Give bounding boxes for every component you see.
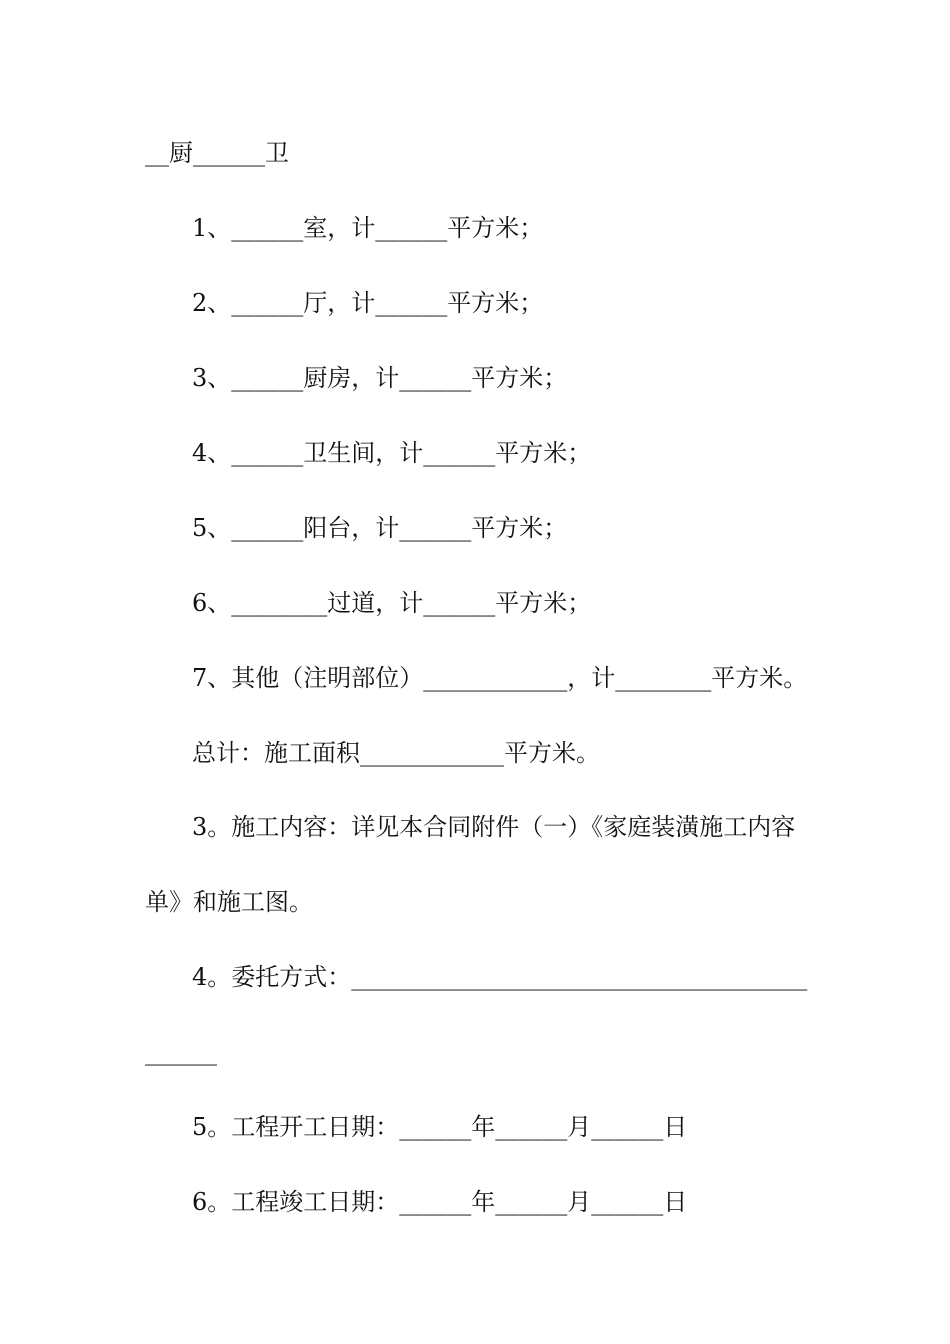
text-line-commission-method: 4。委托方式：______________________________________ xyxy=(192,963,808,991)
text-line-corridor: 6、________过道，计______平方米； xyxy=(192,589,592,617)
text-line-room: 1、______室，计______平方米； xyxy=(192,214,544,242)
text-line-other: 7、其他（注明部位）____________，计________平方米。 xyxy=(192,664,808,692)
text-line-construction-content: 3。施工内容：详见本合同附件（一）《家庭装潢施工内容 xyxy=(192,813,796,841)
text-line-bathroom: 4、______卫生间，计______平方米； xyxy=(192,439,592,467)
text-line-commission-method-cont: ______ xyxy=(145,1038,217,1066)
text-line-kitchen: 3、______厨房，计______平方米； xyxy=(192,364,568,392)
text-line-kitchen-bath: __厨______卫 xyxy=(145,139,289,167)
text-line-balcony: 5、______阳台，计______平方米； xyxy=(192,514,568,542)
text-line-hall: 2、______厅，计______平方米； xyxy=(192,289,544,317)
text-line-construction-content-cont: 单》和施工图。 xyxy=(145,888,313,916)
text-line-completion-date: 6。工程竣工日期：______年______月______日 xyxy=(192,1188,688,1216)
text-line-start-date: 5。工程开工日期：______年______月______日 xyxy=(192,1113,688,1141)
text-line-total: 总计：施工面积____________平方米。 xyxy=(192,739,600,767)
